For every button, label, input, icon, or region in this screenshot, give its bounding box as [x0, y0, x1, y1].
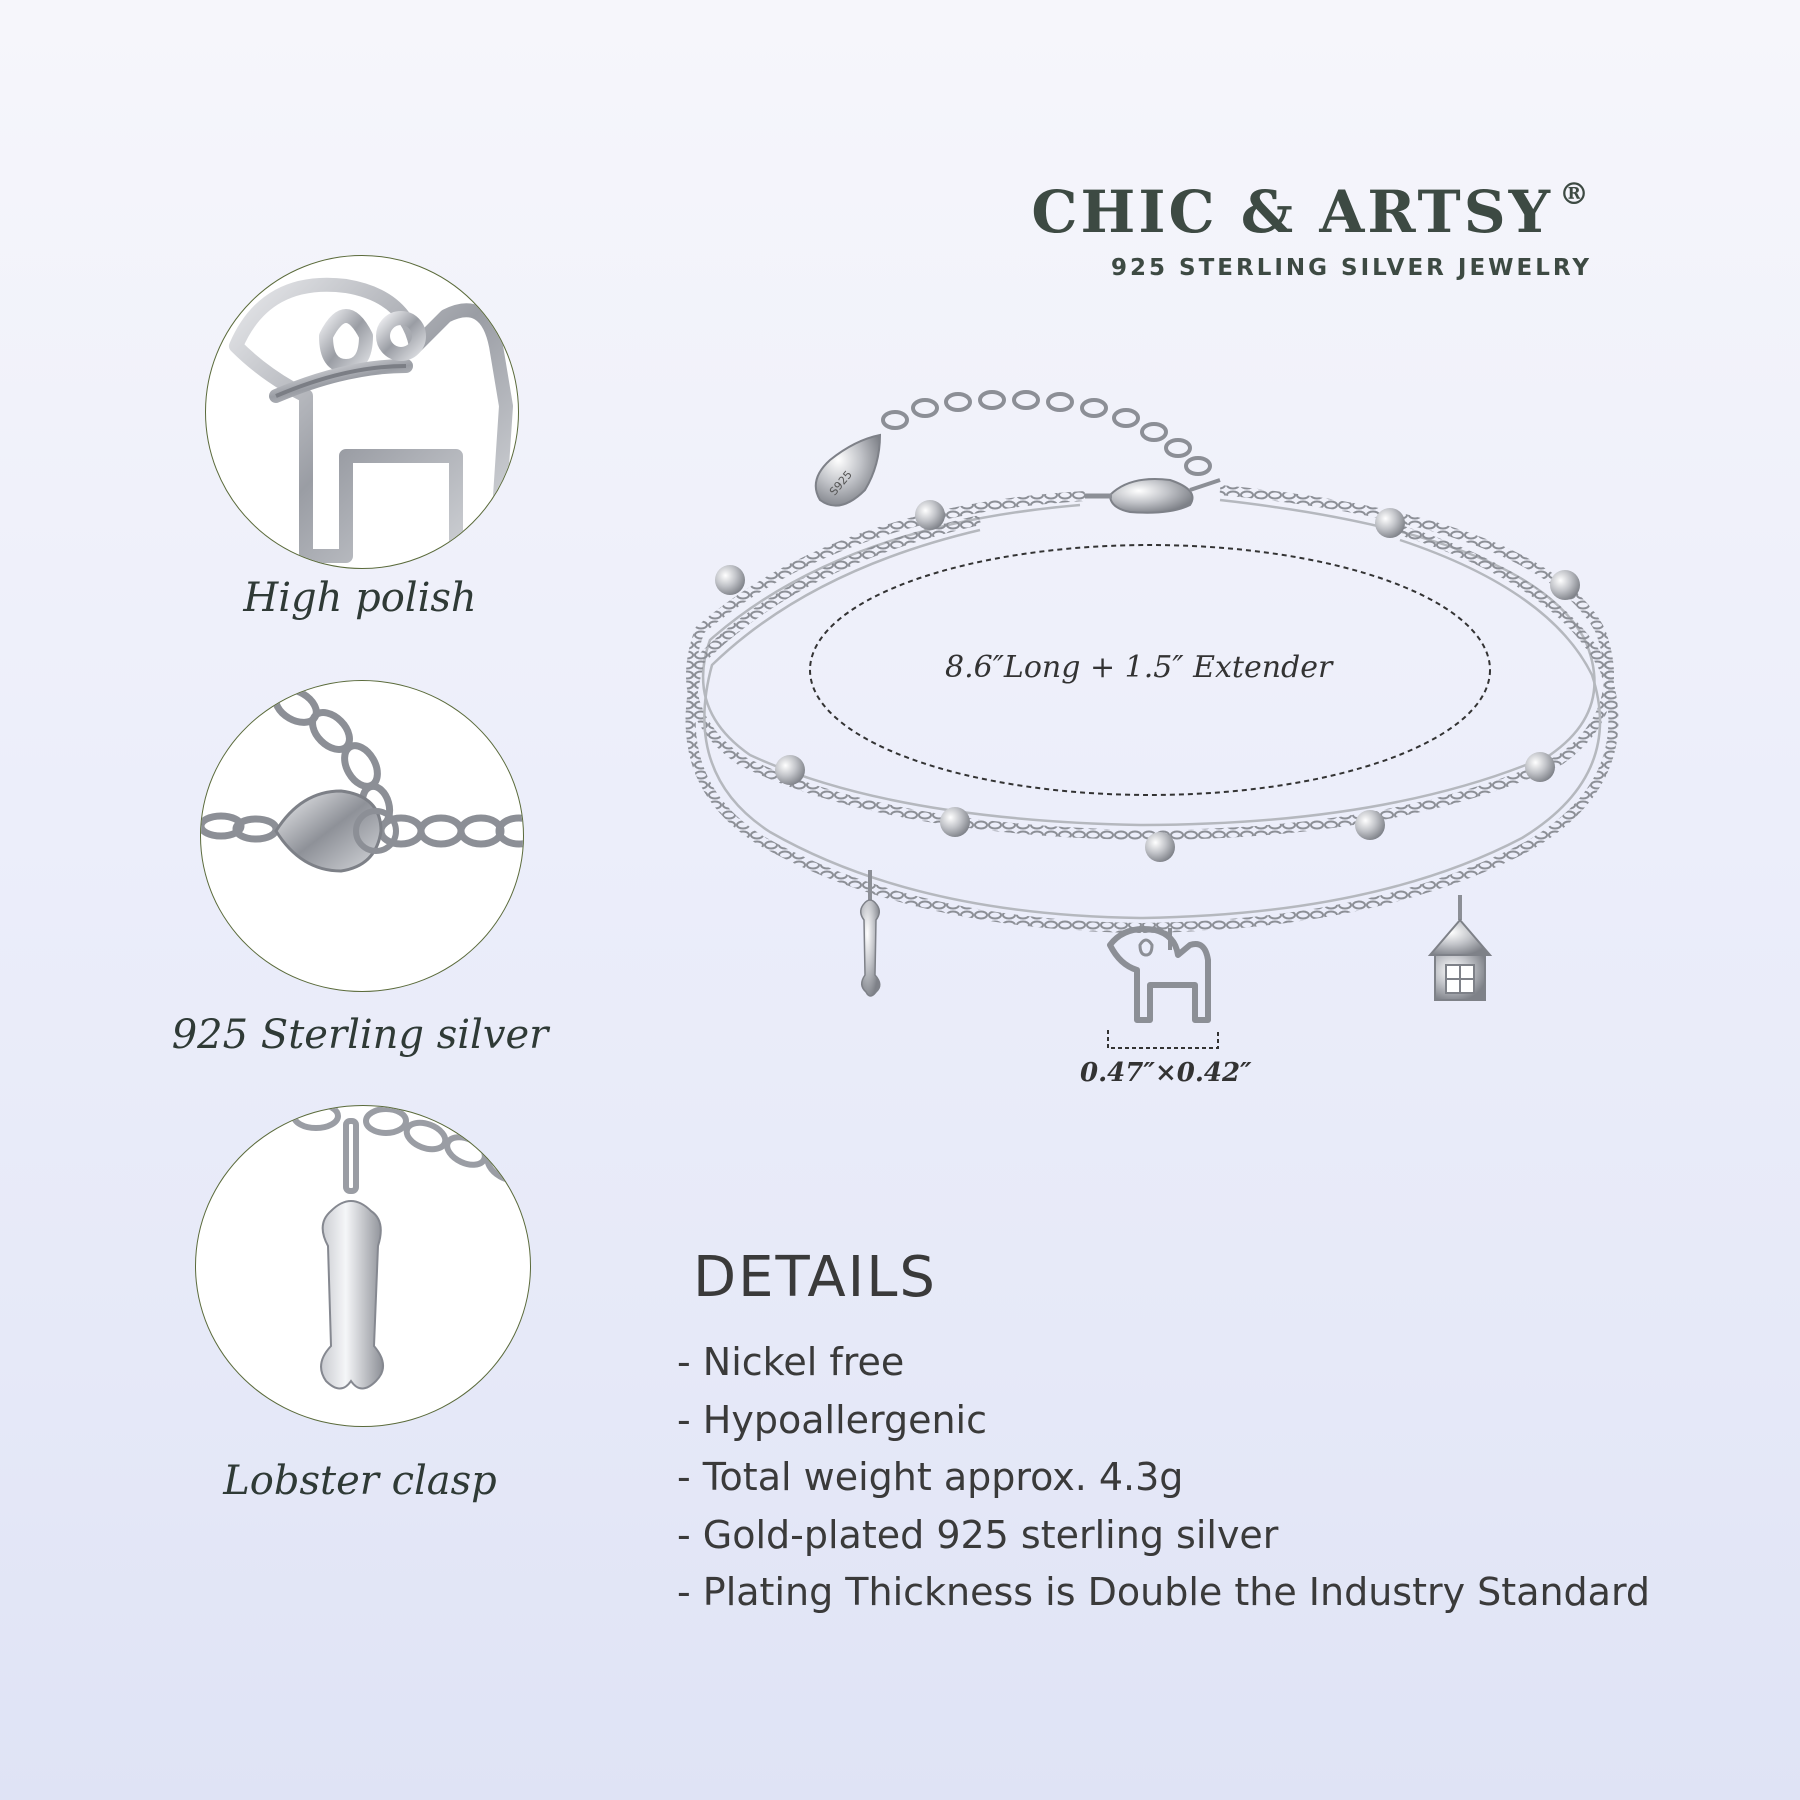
- bead: [1145, 832, 1175, 862]
- details-title: DETAILS: [693, 1245, 937, 1310]
- house-charm: [1430, 895, 1490, 1000]
- brand-tagline: 925 STERLING SILVER JEWELRY: [1111, 255, 1592, 281]
- charm-size-label: 0.47″×0.42″: [1080, 1058, 1252, 1088]
- dog-charm-closeup-icon: [206, 256, 518, 568]
- feature-image-lobster-clasp: [195, 1105, 531, 1427]
- extender-chain: [883, 392, 1210, 474]
- feature-caption-sterling-silver: 925 Sterling silver: [171, 1012, 549, 1058]
- bracelet-chains: [691, 490, 1614, 928]
- detail-item: - Hypoallergenic: [677, 1397, 987, 1442]
- s925-tag: [816, 435, 880, 506]
- detail-item: - Gold-plated 925 sterling silver: [677, 1512, 1279, 1557]
- detail-item: - Plating Thickness is Double the Industry Standard: [677, 1570, 1651, 1614]
- bone-charm-closeup-icon: [196, 1106, 530, 1426]
- registered-mark: ®: [1559, 177, 1592, 212]
- bead: [940, 807, 970, 837]
- tag-text: S925: [826, 468, 855, 499]
- lobster-clasp: [1085, 479, 1220, 513]
- bead: [1525, 752, 1555, 782]
- lobster-clasp-chain-closeup-icon: [201, 681, 523, 991]
- feature-caption-lobster-clasp: Lobster clasp: [223, 1458, 497, 1504]
- bracelet-illustration: [680, 380, 1640, 1100]
- charm-size-bracket: [1108, 1030, 1218, 1048]
- bead: [1550, 570, 1580, 600]
- detail-item: - Nickel free: [677, 1340, 905, 1384]
- bead: [1375, 508, 1405, 538]
- brand-header: [1031, 177, 1592, 281]
- bead: [915, 500, 945, 530]
- feature-image-sterling-silver: [200, 680, 524, 992]
- feature-caption-high-polish: High polish: [243, 575, 477, 621]
- brand-name: CHIC & ARTSY ®: [1031, 177, 1592, 246]
- bead: [715, 565, 745, 595]
- dog-charm: [1110, 928, 1208, 1020]
- length-label: 8.6″Long + 1.5″ Extender: [945, 650, 1333, 685]
- feature-image-high-polish: [205, 255, 519, 569]
- bead: [1355, 810, 1385, 840]
- details-list: [677, 1334, 1650, 1622]
- detail-item: - Total weight approx. 4.3g: [677, 1455, 1184, 1499]
- bead: [775, 755, 805, 785]
